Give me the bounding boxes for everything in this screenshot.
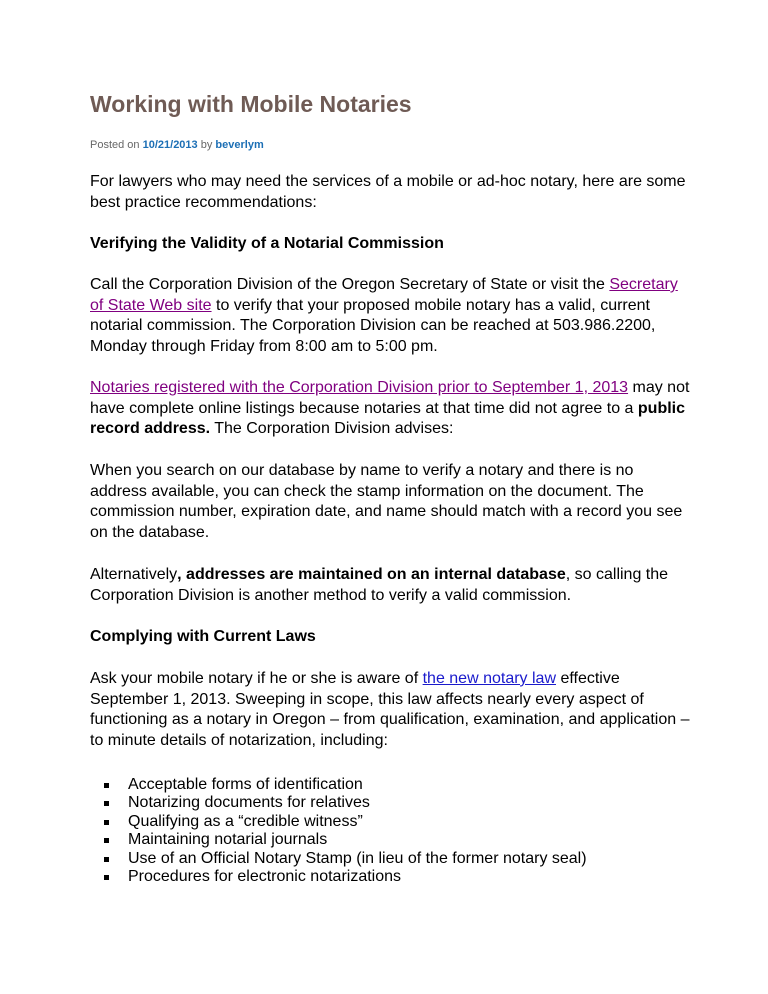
bullet-square-icon	[104, 801, 109, 806]
post-title: Working with Mobile Notaries	[90, 91, 412, 117]
bullet-square-icon	[104, 783, 109, 788]
list-item	[90, 794, 587, 812]
list-item-text: Qualifying as a “credible witness”	[128, 812, 363, 830]
list-item	[90, 868, 587, 886]
verify-paragraph	[90, 275, 690, 357]
list-item-text: Acceptable forms of identification	[128, 776, 363, 793]
internal-database-text: , addresses are maintained on an internal database	[177, 566, 566, 583]
section-heading-verifying: Verifying the Validity of a Notarial Commission	[90, 235, 444, 252]
list-item-text: Notarizing documents for relatives	[128, 794, 370, 812]
notarization-details-list	[90, 776, 587, 886]
notary-law-text-after: effective September 1, 2013. Sweeping in scope, this law affects nearly every aspect of functioning as a notary in Oregon – from qualification, examination, and application – to minute details of notarization, including:	[90, 670, 690, 749]
bullet-square-icon	[104, 875, 109, 880]
bullet-square-icon	[104, 820, 109, 825]
alternatively-paragraph	[90, 565, 690, 606]
verify-text-before: Call the Corporation Division of the Oregon Secretary of State or visit the	[90, 276, 610, 293]
notary-law-text-before: Ask your mobile notary if he or she is aware of	[90, 670, 423, 687]
new-notary-law-link[interactable]: the new notary law	[422, 670, 556, 687]
post-meta	[90, 138, 264, 152]
notary-law-paragraph	[90, 669, 690, 751]
intro-paragraph: For lawyers who may need the services of a mobile or ad-hoc notary, here are some best practice recommendations:	[90, 173, 686, 211]
post-date-link[interactable]: 10/21/2013	[142, 139, 198, 151]
notaries-paragraph	[90, 378, 690, 440]
database-paragraph: When you search on our database by name to verify a notary and there is no address available, you can check the stamp information on the document. The commission number, expiration date, and name should match with a record you see on the database.	[90, 462, 683, 541]
section-heading-complying: Complying with Current Laws	[90, 628, 316, 645]
verify-text-after: to verify that your proposed mobile notary has a valid, current notarial commission. The Corporation Division can be reached at 503.986.2200, Monday through Friday from 8:00 am to 5:00 pm.	[90, 296, 656, 355]
bullet-square-icon	[104, 838, 109, 843]
public-record-address-text: public record address.	[90, 399, 685, 437]
author-link[interactable]: beverlym	[215, 139, 264, 151]
by-label: by	[200, 139, 213, 151]
list-item-text: Maintaining notarial journals	[128, 831, 328, 849]
notaries-text-after: The Corporation Division advises:	[210, 420, 454, 437]
list-item	[90, 813, 587, 831]
list-item	[90, 831, 587, 849]
secretary-of-state-link[interactable]: Secretary of State Web site	[90, 276, 678, 314]
alternatively-text-after: , so calling the Corporation Division is another method to verify a valid commission.	[90, 566, 669, 604]
list-item	[90, 776, 587, 794]
alternatively-text-before: Alternatively	[90, 566, 178, 583]
list-item	[90, 850, 587, 868]
list-item-text: Use of an Official Notary Stamp (in lieu of the former notary seal)	[128, 849, 587, 867]
notaries-text-middle: may not have complete online listings because notaries at that time did not agree to a	[90, 379, 690, 417]
bullet-square-icon	[104, 857, 109, 862]
list-item-text: Procedures for electronic notarizations	[128, 868, 402, 886]
notaries-registered-link[interactable]: Notaries registered with the Corporation Division prior to September 1, 2013	[90, 379, 629, 396]
posted-on-label: Posted on	[90, 139, 140, 151]
